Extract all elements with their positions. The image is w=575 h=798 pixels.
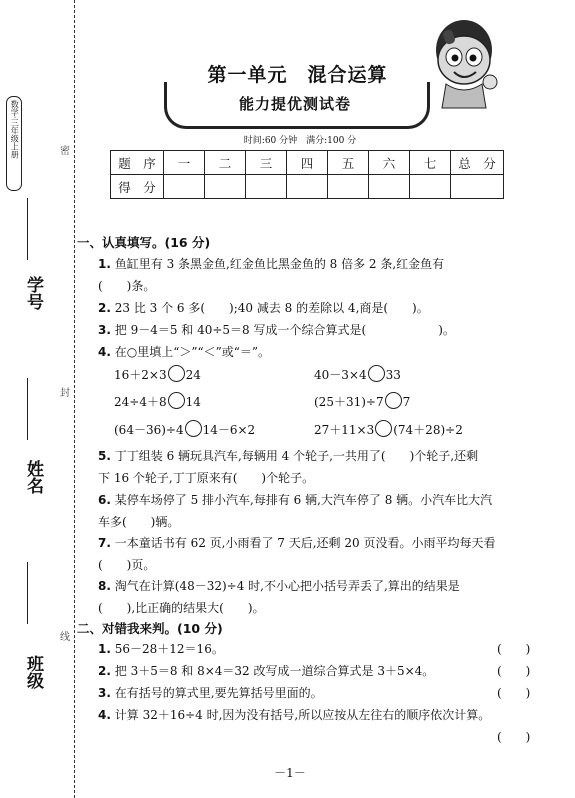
question-text: 下 16 个轮子,丁丁原来有( )个轮子。 xyxy=(98,471,315,485)
score-table-header-cell: 四 xyxy=(287,151,328,175)
compare-left: 16＋2×3 xyxy=(114,368,167,382)
question-number: 4. xyxy=(98,708,111,722)
name-label: 姓名 xyxy=(23,460,43,494)
binding-mark-mi: 密 xyxy=(60,146,70,157)
question-number: 6. xyxy=(98,493,111,507)
question-text: 在○里填上“＞”“＜”或“＝”。 xyxy=(114,345,271,359)
question-text: 56－28＋12＝16。 xyxy=(114,642,224,656)
score-table xyxy=(110,150,504,199)
question-number: 8. xyxy=(98,579,111,593)
page-title: 第一单元 混合运算 xyxy=(207,64,388,86)
score-cell[interactable] xyxy=(164,175,205,199)
question-7 xyxy=(98,532,495,576)
question-number: 4. xyxy=(98,345,111,359)
compare-left: (64－36)÷4 xyxy=(114,423,184,437)
question-text: 车多( )辆。 xyxy=(98,515,180,529)
question-2 xyxy=(98,297,429,319)
compare-left: 40－3×4 xyxy=(314,368,367,382)
question-number: 2. xyxy=(98,301,111,315)
section-heading-true-false: 二、对错我来判。(10 分) xyxy=(77,621,223,636)
score-cell[interactable] xyxy=(205,175,246,199)
compare-item xyxy=(314,419,463,441)
question-text: 把 3＋5＝8 和 8×4＝32 改写成一道综合算式是 3＋5×4。 xyxy=(114,664,435,678)
question-1 xyxy=(98,253,444,297)
subject-grade-tag-text: 数学·三年级上册 xyxy=(10,100,20,159)
compare-item xyxy=(314,391,410,413)
class-label: 班级 xyxy=(23,655,43,689)
question-number: 5. xyxy=(98,449,111,463)
score-cell[interactable] xyxy=(328,175,369,199)
subject-grade-tag xyxy=(6,96,22,191)
question-text: 把 9－4＝5 和 40÷5＝8 写成一个综合算式是( )。 xyxy=(114,323,455,337)
compare-circle[interactable] xyxy=(168,392,185,409)
score-table-header-cell: 五 xyxy=(328,151,369,175)
class-blank-line xyxy=(27,562,28,624)
score-table-score-row xyxy=(111,175,504,199)
score-cell[interactable] xyxy=(410,175,451,199)
question-text: 鱼缸里有 3 条黑金鱼,红金鱼比黑金鱼的 8 倍多 2 条,红金鱼有 xyxy=(114,257,445,271)
question-text: 某停车场停了 5 排小汽车,每排有 6 辆,大汽车停了 8 辆。小汽车比大汽 xyxy=(114,493,493,507)
question-text: ( ),比正确的结果大( )。 xyxy=(98,601,265,615)
compare-right: 7 xyxy=(402,395,411,409)
binding-dashed-line xyxy=(74,0,75,798)
section-heading-fill-in: 一、认真填写。(16 分) xyxy=(77,235,211,250)
tf-question-1 xyxy=(98,638,224,660)
tf-answer-bracket[interactable]: ( ) xyxy=(497,664,531,678)
compare-item xyxy=(114,391,201,413)
question-number: 1. xyxy=(98,642,111,656)
page-subtitle: 能力提优测试卷 xyxy=(238,95,351,113)
compare-item xyxy=(114,419,255,441)
student-id-blank-line xyxy=(27,198,28,260)
compare-item xyxy=(314,364,401,386)
question-8 xyxy=(98,575,460,619)
compare-circle[interactable] xyxy=(168,365,185,382)
cartoon-mascot-illustration xyxy=(424,12,510,112)
compare-right: (74＋28)÷2 xyxy=(393,423,463,437)
question-number: 3. xyxy=(98,686,111,700)
tf-answer-bracket[interactable]: ( ) xyxy=(497,686,531,700)
question-text: ( )条。 xyxy=(98,279,156,293)
question-text: ( )页。 xyxy=(98,558,156,572)
compare-circle[interactable] xyxy=(375,420,392,437)
question-number: 7. xyxy=(98,536,111,550)
compare-right: 14－6×2 xyxy=(202,423,256,437)
question-4 xyxy=(98,341,270,363)
compare-left: 27＋11×3 xyxy=(314,423,375,437)
compare-circle[interactable] xyxy=(385,392,402,409)
question-text: 计算 32＋16÷4 时,因为没有括号,所以应按从左往右的顺序依次计算。 xyxy=(114,708,491,722)
binding-mark-feng: 封 xyxy=(60,388,70,399)
score-cell[interactable] xyxy=(451,175,504,199)
binding-mark-xian: 线 xyxy=(60,632,70,643)
compare-right: 33 xyxy=(385,368,401,382)
tf-answer-bracket[interactable]: ( ) xyxy=(497,642,531,656)
name-blank-line xyxy=(27,378,28,440)
compare-circle[interactable] xyxy=(368,365,385,382)
tf-answer-bracket[interactable]: ( ) xyxy=(497,730,531,744)
score-table-header-cell: 一 xyxy=(164,151,205,175)
score-table-header-cell: 二 xyxy=(205,151,246,175)
question-number: 1. xyxy=(98,257,111,271)
student-id-label: 学号 xyxy=(23,276,43,310)
compare-circle[interactable] xyxy=(185,420,202,437)
score-row-label: 得 分 xyxy=(111,175,164,199)
score-table-header-cell: 三 xyxy=(246,151,287,175)
score-cell[interactable] xyxy=(246,175,287,199)
compare-right: 24 xyxy=(185,368,201,382)
compare-left: (25＋31)÷7 xyxy=(314,395,384,409)
score-table-header-cell: 题 序 xyxy=(111,151,164,175)
question-6 xyxy=(98,489,492,533)
exam-time-score-info: 时间:60 分钟 满分:100 分 xyxy=(243,136,357,146)
question-5 xyxy=(98,445,478,489)
question-number: 2. xyxy=(98,664,111,678)
question-text: 一本童话书有 62 页,小雨看了 7 天后,还剩 20 页没看。小雨平均每天看 xyxy=(114,536,496,550)
tf-question-3 xyxy=(98,682,323,704)
score-table-header-cell: 总 分 xyxy=(451,151,504,175)
compare-item xyxy=(114,364,201,386)
question-text: 23 比 3 个 6 多( );40 减去 8 的差除以 4,商是( )。 xyxy=(114,301,429,315)
page-number: －1－ xyxy=(274,766,306,780)
tf-question-4 xyxy=(98,704,490,726)
question-number: 3. xyxy=(98,323,111,337)
compare-left: 24÷4＋8 xyxy=(114,395,167,409)
tf-question-2 xyxy=(98,660,434,682)
compare-right: 14 xyxy=(185,395,201,409)
question-text: 丁丁组装 6 辆玩具汽车,每辆用 4 个轮子,一共用了( )个轮子,还剩 xyxy=(114,449,479,463)
score-table-header-cell: 七 xyxy=(410,151,451,175)
question-3 xyxy=(98,319,455,341)
score-table-header-cell: 六 xyxy=(369,151,410,175)
score-cell[interactable] xyxy=(287,175,328,199)
score-table-header-row xyxy=(111,151,504,175)
score-cell[interactable] xyxy=(369,175,410,199)
question-text: 在有括号的算式里,要先算括号里面的。 xyxy=(114,686,323,700)
question-text: 淘气在计算(48－32)÷4 时,不小心把小括号弄丢了,算出的结果是 xyxy=(114,579,460,593)
